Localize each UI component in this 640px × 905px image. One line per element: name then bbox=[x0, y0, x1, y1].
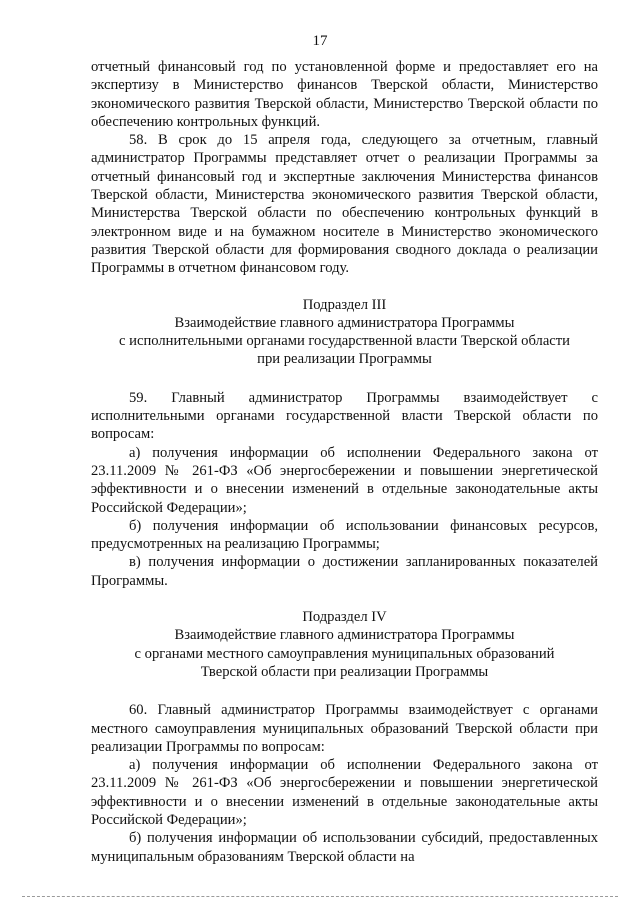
paragraph-60-b: б) получения информации об использовании субсидий, предоставленных муниципальным образованиям Тверской области на bbox=[91, 830, 598, 865]
paragraph-60: 60. Главный администратор Программы взаимодействует с органами местного самоуправления муниципальных образований Тверской области при реализации Программы по вопросам: bbox=[91, 702, 598, 755]
paragraph-59-b: б) получения информации об использовании финансовых ресурсов, предусмотренных на реализацию Программы; bbox=[91, 517, 598, 553]
paragraph-continued: отчетный финансовый год по установленной форме и предоставляет его на экспертизу в Министерство финансов Тверской области, Министерство экономического развития Тверской области, Министерство Тверской области по обеспечению контрольных функций. bbox=[91, 59, 598, 130]
spacer bbox=[91, 369, 598, 389]
spacer bbox=[91, 590, 598, 608]
subsection-3-title-line-2: с исполнительными органами государственной власти Тверской области bbox=[119, 333, 570, 350]
spacer bbox=[91, 681, 598, 701]
paragraph-59-v: в) получения информации о достижении запланированных показателей Программы. bbox=[91, 554, 598, 589]
scan-edge-line bbox=[22, 896, 618, 897]
subsection-3-title-line-3: при реализации Программы bbox=[257, 351, 432, 368]
page-number: 17 bbox=[312, 33, 328, 49]
subsection-3-label: Подраздел III bbox=[302, 296, 387, 313]
paragraph-60-a: а) получения информации об исполнении Федерального закона от 23.11.2009 № 261-ФЗ «Об энергосбережении и повышении энергетической эффективности и о внесении изменений в отдельные законодательные акты Российской Федерации»; bbox=[91, 757, 598, 828]
subsection-4-title-line-1: Взаимодействие главного администратора Программы bbox=[174, 627, 515, 644]
subsection-4-label: Подраздел IV bbox=[302, 609, 387, 626]
spacer bbox=[91, 278, 598, 296]
paragraph-58: 58. В срок до 15 апреля года, следующего за отчетным, главный администратор Программы представляет отчет о реализации Программы за отчетный финансовый год и экспертные заключения Министерства финансов Тверской области, Министерства экономического развития Тверской области, Министерства Тверской области по обеспечению контрольных функций в электронном виде и на бумажном носителе в Министерство экономического развития Тверской области для формирования сводного доклада о реализации Программы в отчетном финансовом году. bbox=[91, 132, 598, 277]
subsection-4-title-line-2: с органами местного самоуправления муниципальных образований bbox=[134, 645, 555, 662]
subsection-4-title-line-3: Тверской области при реализации Программы bbox=[200, 663, 489, 680]
paragraph-59-a: а) получения информации об исполнении Федерального закона от 23.11.2009 № 261-ФЗ «Об энергосбережении и повышении энергетической эффективности и о внесении изменений в отдельные законодательные акты Российской Федерации»; bbox=[91, 444, 598, 516]
paragraph-59: 59. Главный администратор Программы взаимодействует с исполнительными органами государственной власти Тверской области по вопросам: bbox=[91, 389, 598, 443]
subsection-3-heading bbox=[91, 296, 598, 369]
subsection-3-title-line-1: Взаимодействие главного администратора Программы bbox=[174, 314, 515, 331]
page-body bbox=[91, 58, 598, 866]
subsection-4-heading bbox=[91, 608, 598, 681]
